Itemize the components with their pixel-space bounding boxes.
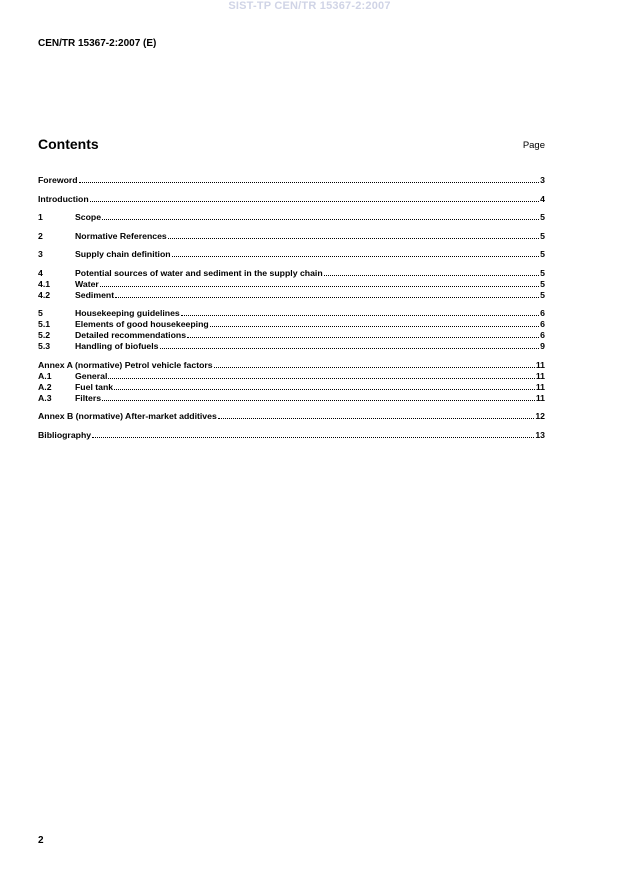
- toc-entry-page: 13: [535, 429, 545, 440]
- toc-entry-number: 1: [38, 212, 43, 222]
- toc-entry-page: 11: [535, 370, 545, 381]
- toc-entry[interactable]: [38, 360, 545, 371]
- dot-leader: [108, 371, 534, 379]
- dot-leader: [79, 175, 540, 183]
- dot-leader: [172, 249, 540, 257]
- toc-entry-label: Bibliography: [38, 429, 92, 440]
- toc-entry-label: Annex B (normative) After-market additives: [38, 411, 217, 421]
- page-number: 2: [38, 835, 44, 846]
- dot-leader: [181, 308, 539, 316]
- table-of-contents: [38, 175, 545, 441]
- toc-entry[interactable]: [38, 330, 545, 341]
- toc-entry-label: Sediment: [75, 289, 115, 300]
- toc-entry-label: Potential sources of water and sediment in the supply chain: [75, 267, 323, 278]
- toc-entry-label: Detailed recommendations: [75, 330, 187, 340]
- dot-leader: [102, 212, 539, 220]
- toc-entry-page: 6: [540, 319, 545, 329]
- toc-entry-label: Introduction: [38, 193, 89, 204]
- dot-leader: [115, 290, 539, 298]
- toc-entry-label: General: [75, 370, 108, 381]
- toc-entry-label: Supply chain definition: [75, 249, 171, 259]
- toc-entry[interactable]: [38, 290, 545, 301]
- toc-entry[interactable]: [38, 279, 545, 290]
- toc-entry[interactable]: [38, 194, 545, 205]
- dot-leader: [324, 268, 540, 276]
- toc-entry-number: A.1: [38, 370, 52, 381]
- toc-entry-page: 4: [540, 193, 545, 204]
- toc-entry-number: 5.1: [38, 319, 51, 329]
- toc-entry[interactable]: [38, 308, 545, 319]
- toc-entry-page: 6: [540, 330, 545, 340]
- toc-entry-page: 6: [540, 308, 545, 318]
- dot-leader: [114, 382, 535, 390]
- toc-entry-page: 11: [535, 381, 545, 392]
- dot-leader: [210, 319, 539, 327]
- toc-entry-page: 12: [535, 411, 545, 421]
- toc-entry[interactable]: [38, 341, 545, 352]
- toc-entry[interactable]: [38, 212, 545, 223]
- toc-entry-label: Filters: [75, 392, 102, 403]
- toc-entry[interactable]: [38, 268, 545, 279]
- contents-title: Contents: [38, 136, 99, 152]
- toc-entry-label: Handling of biofuels: [75, 341, 159, 351]
- toc-entry-number: 5.3: [38, 341, 51, 351]
- toc-entry-number: 2: [38, 230, 43, 241]
- dot-leader: [218, 411, 535, 419]
- toc-entry[interactable]: [38, 411, 545, 422]
- toc-entry[interactable]: [38, 371, 545, 382]
- toc-entry[interactable]: [38, 319, 545, 330]
- toc-entry-page: 5: [540, 289, 545, 300]
- toc-entry-page: 5: [540, 267, 545, 278]
- toc-entry-label: Annex A (normative) Petrol vehicle factors: [38, 359, 213, 370]
- toc-entry-label: Water: [75, 278, 99, 289]
- dot-leader: [168, 231, 539, 239]
- toc-entry[interactable]: [38, 249, 545, 260]
- toc-entry-number: 4.1: [38, 278, 51, 289]
- watermark: SIST-TP CEN/TR 15367-2:2007: [228, 0, 391, 12]
- toc-entry[interactable]: [38, 430, 545, 441]
- document-id: CEN/TR 15367-2:2007 (E): [38, 38, 157, 49]
- toc-entry-page: 3: [540, 175, 545, 185]
- toc-entry-number: A.3: [38, 392, 52, 403]
- toc-entry-number: 4: [38, 267, 43, 278]
- page-column-label: Page: [522, 140, 545, 151]
- dot-leader: [102, 393, 535, 401]
- dot-leader: [90, 194, 539, 202]
- toc-entry-page: 11: [535, 392, 545, 403]
- toc-entry-page: 11: [535, 359, 545, 370]
- dot-leader: [160, 341, 540, 349]
- toc-entry-page: 5: [540, 278, 545, 289]
- toc-entry-page: 5: [540, 230, 545, 241]
- toc-entry[interactable]: [38, 382, 545, 393]
- toc-entry[interactable]: [38, 231, 545, 242]
- toc-entry-number: 4.2: [38, 289, 51, 300]
- toc-entry-label: Foreword: [38, 175, 78, 185]
- dot-leader: [100, 279, 539, 287]
- toc-entry-page: 5: [540, 249, 545, 259]
- dot-leader: [214, 360, 535, 368]
- toc-entry-page: 5: [540, 212, 545, 222]
- toc-entry-number: 5: [38, 308, 43, 318]
- dot-leader: [187, 330, 539, 338]
- toc-entry-page: 9: [540, 341, 545, 351]
- toc-entry-label: Housekeeping guidelines: [75, 308, 180, 318]
- toc-entry-number: A.2: [38, 381, 52, 392]
- toc-entry-label: Scope: [75, 212, 102, 222]
- toc-entry-label: Fuel tank: [75, 381, 114, 392]
- toc-entry-number: 3: [38, 249, 43, 259]
- toc-entry[interactable]: [38, 393, 545, 404]
- toc-entry-number: 5.2: [38, 330, 51, 340]
- dot-leader: [92, 430, 534, 438]
- toc-entry-label: Elements of good housekeeping: [75, 319, 209, 329]
- toc-entry[interactable]: [38, 175, 545, 186]
- toc-entry-label: Normative References: [75, 230, 167, 241]
